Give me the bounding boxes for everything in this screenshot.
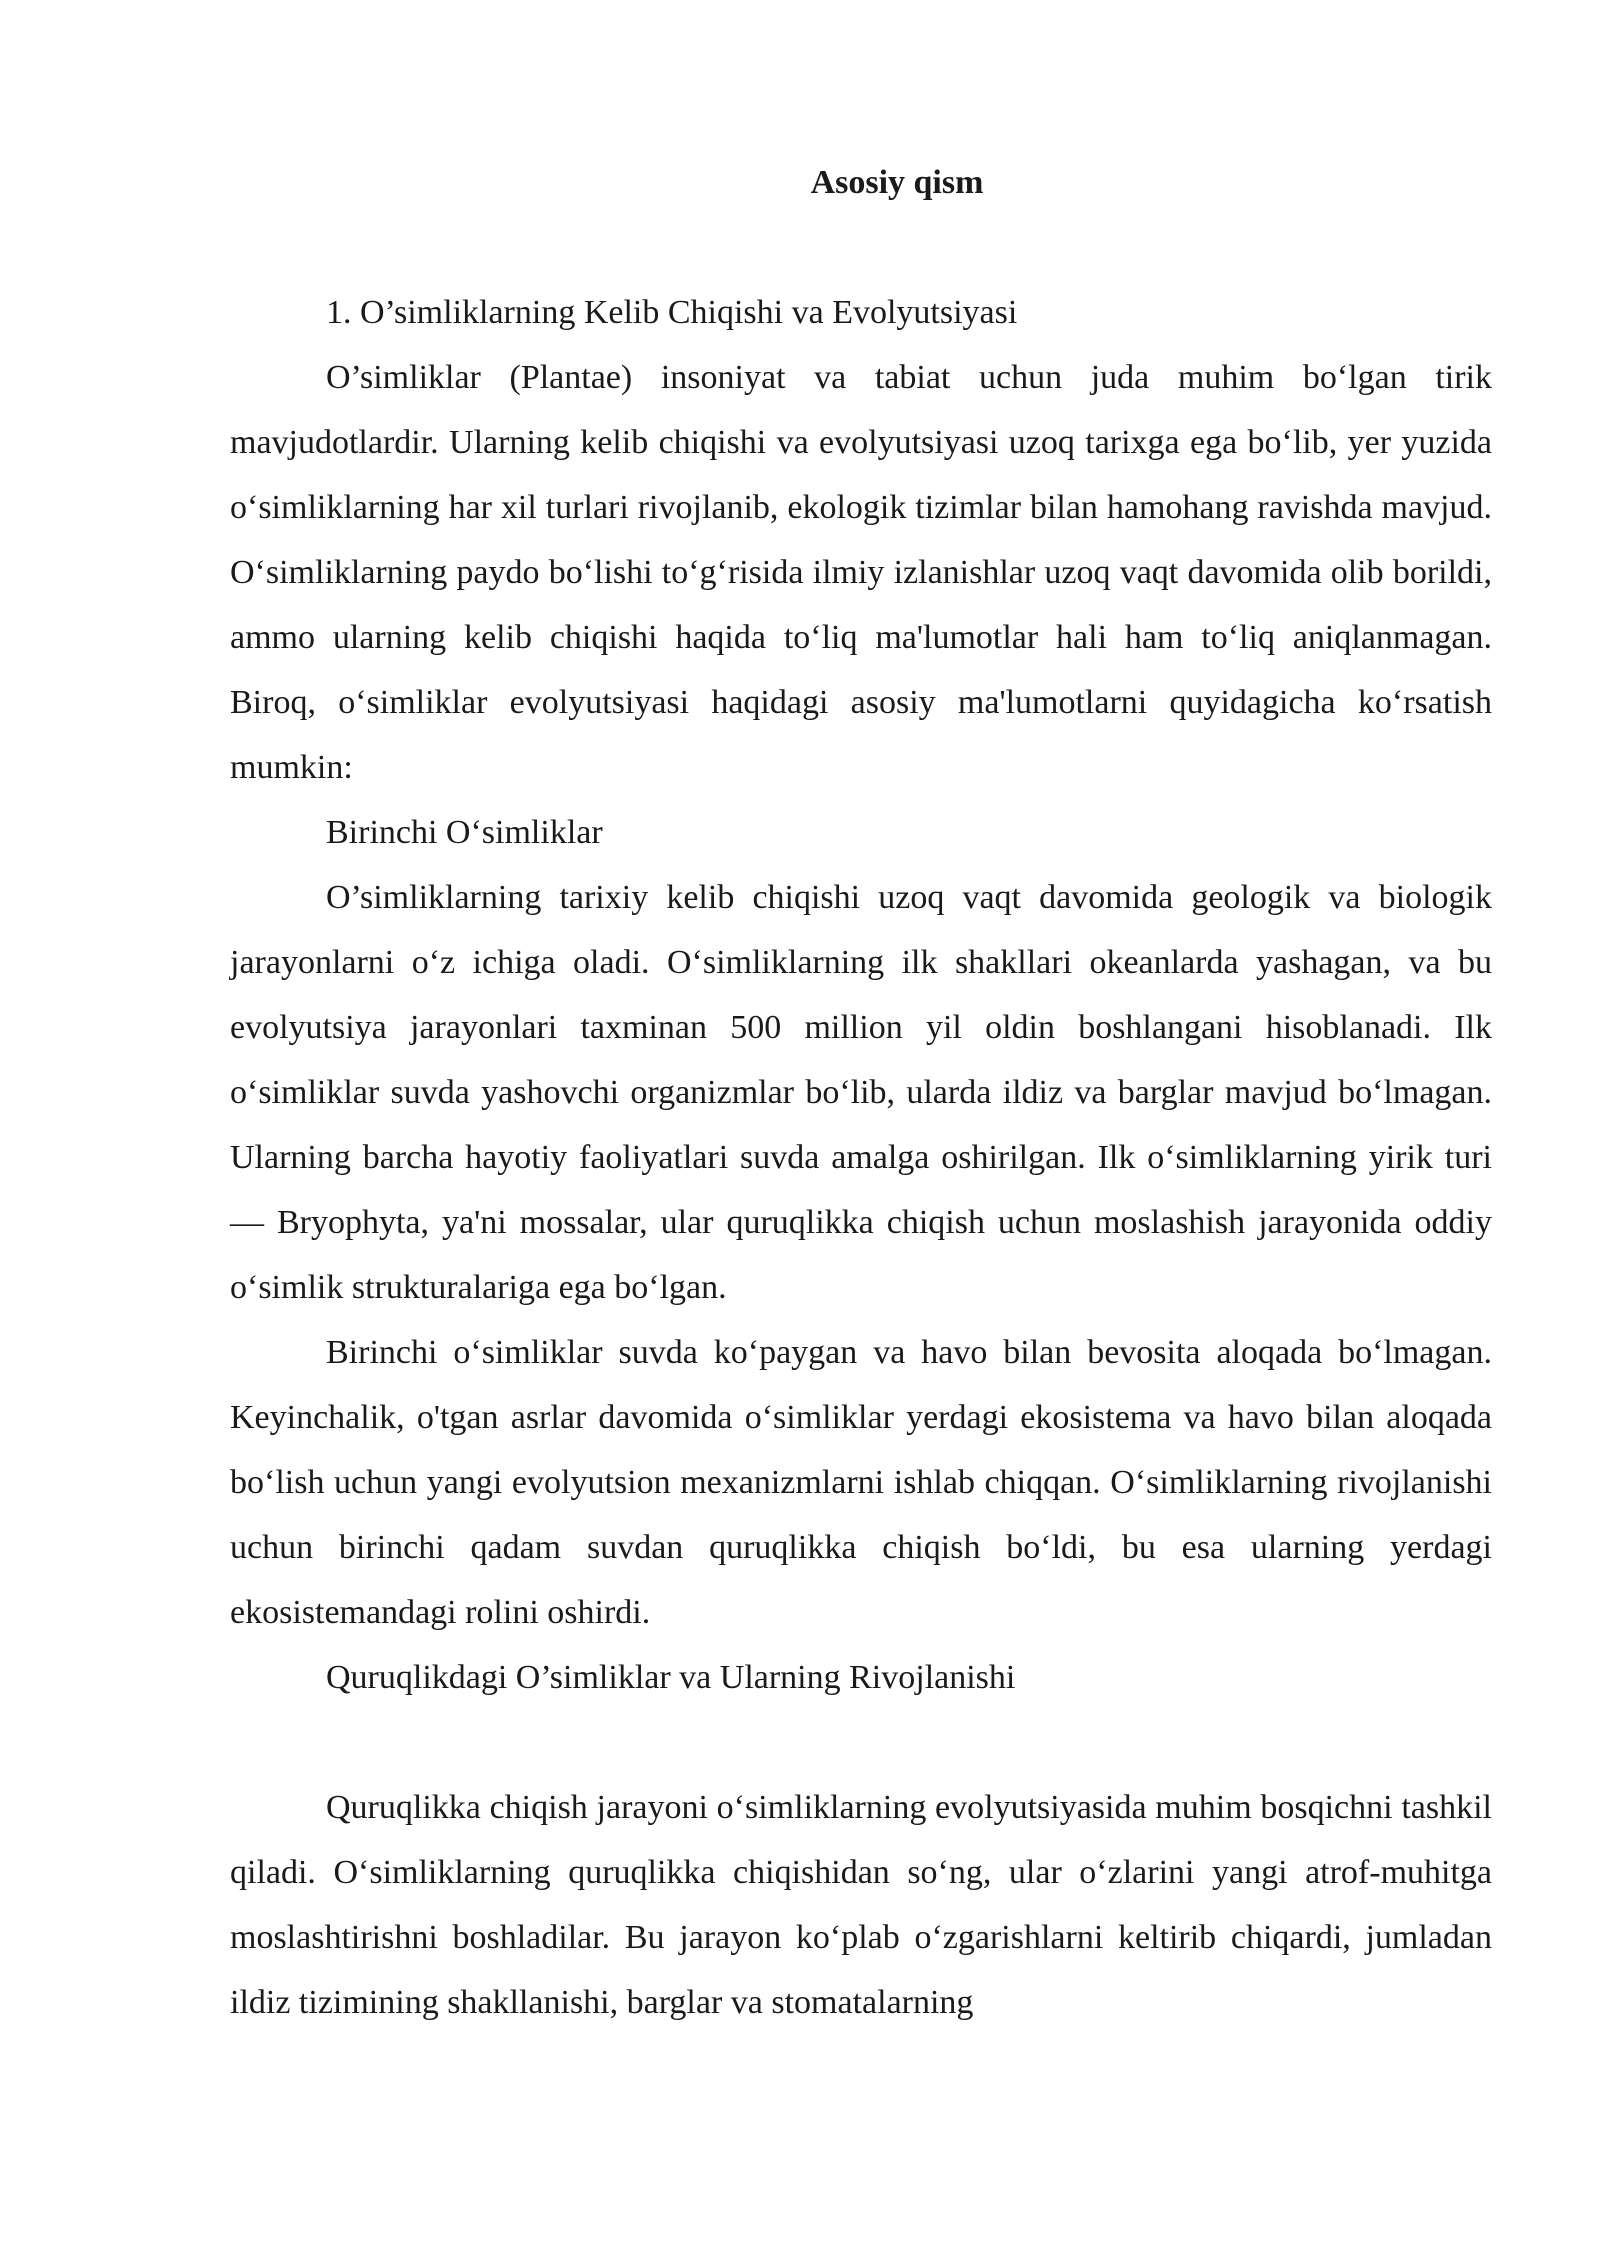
- paragraph-first-plants-continued: Birinchi o‘simliklar suvda ko‘paygan va havo bilan bevosita aloqada bo‘lmagan. Keyinchalik, o'tgan asrlar davomida o‘simliklar yerdagi ekosistema va havo bilan aloqada bo‘lish uchun yangi evolyutsion mexanizmlarni ishlab chiqqan. O‘simliklarning rivojlanishi uchun birinchi qadam suvdan quruqlikka chiqish bo‘ldi, bu esa ularning yerdagi ekosistemandagi rolini oshirdi.: [230, 1334, 1492, 1631]
- paragraph-land-plants: Quruqlikka chiqish jarayoni o‘simliklarning evolyutsiyasida muhim bosqichni tashkil qiladi. O‘simliklarning quruqlikka chiqishidan so‘ng, ular o‘zlarini yangi atrof-muhitga moslashtirishni boshladilar. Bu jarayon ko‘plab o‘zgarishlarni keltirib chiqardi, jumladan ildiz tizimining shakllanishi, barglar va stomatalarning: [230, 1789, 1492, 2021]
- paragraph-first-plants: O’simliklarning tarixiy kelib chiqishi uzoq vaqt davomida geologik va biologik jarayonlarni o‘z ichiga oladi. O‘simliklarning ilk shakllari okeanlarda yashagan, va bu evolyutsiya jarayonlari taxminan 500 million yil oldin boshlangani hisoblanadi. Ilk o‘simliklar suvda yashovchi organizmlar bo‘lib, ularda ildiz va barglar mavjud bo‘lmagan. Ularning barcha hayotiy faoliyatlari suvda amalga oshirilgan. Ilk o‘simliklarning yirik turi — Bryophyta, ya'ni mossalar, ular quruqlikka chiqish uchun moslashish jarayonida oddiy o‘simlik strukturalariga ega bo‘lgan.: [230, 879, 1492, 1306]
- spacer: [230, 215, 1492, 280]
- spacer: [230, 1710, 1492, 1775]
- subheading-land-plants: Quruqlikdagi O’simliklar va Ularning Rivojlanishi: [326, 1659, 1016, 1696]
- paragraph-intro: O’simliklar (Plantae) insoniyat va tabiat uchun juda muhim bo‘lgan tirik mavjudotlardir. Ularning kelib chiqishi va evolyutsiyasi uzoq tarixga ega bo‘lib, yer yuzida o‘simliklarning har xil turlari rivojlanib, ekologik tizimlar bilan hamohang ravishda mavjud. O‘simliklarning paydo bo‘lishi to‘g‘risida ilmiy izlanishlar uzoq vaqt davomida olib borildi, ammo ularning kelib chiqishi haqida to‘liq ma'lumotlar hali ham to‘liq aniqlanmagan. Biroq, o‘simliklar evolyutsiyasi haqidagi asosiy ma'lumotlarni quyidagicha ko‘rsatish mumkin:: [230, 359, 1492, 786]
- section-heading: 1. O’simliklarning Kelib Chiqishi va Evolyutsiyasi: [326, 294, 1018, 331]
- page-title: Asosiy qism: [810, 164, 984, 201]
- document-body: [230, 150, 1492, 2035]
- subheading-first-plants: Birinchi O‘simliklar: [326, 814, 603, 851]
